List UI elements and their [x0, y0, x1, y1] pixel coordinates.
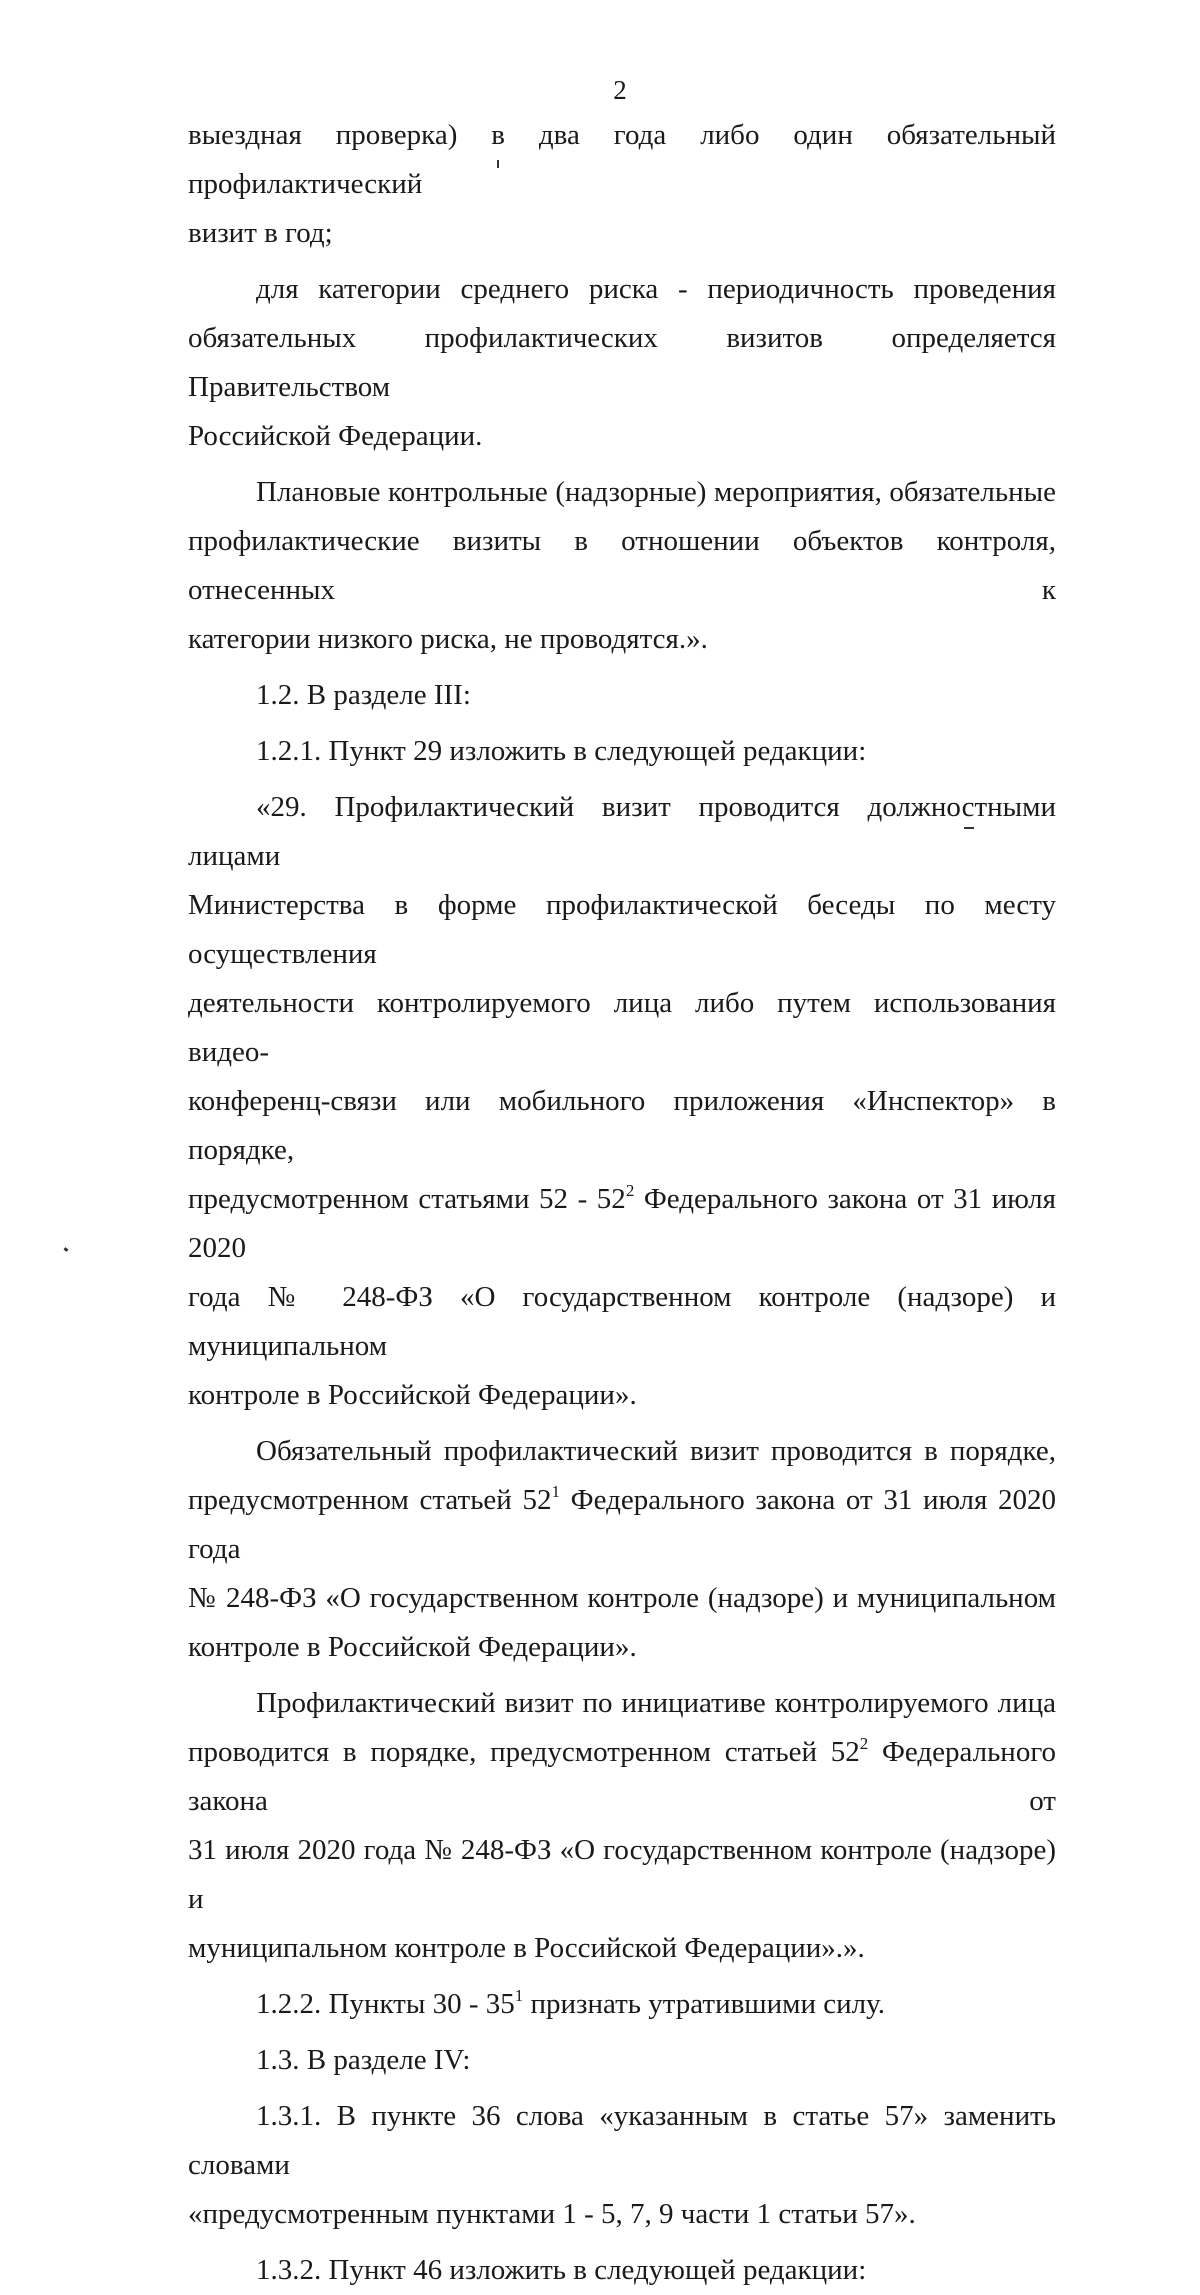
- p6-line-4: конференц-связи или мобильного приложения «Инспектор» в порядке,: [188, 1085, 1056, 1166]
- p6-line-5-text-b: Федерального закона от 31 июля 2020: [188, 1183, 1056, 1264]
- p6-line-3: деятельности контролируемого лица либо путем использования видео-: [188, 987, 1056, 1068]
- p7-line-2-superscript: 1: [551, 1482, 560, 1501]
- p7-line-3: № 248-ФЗ «О государственном контроле (надзоре) и муниципальном: [188, 1582, 1056, 1614]
- p6-line-2: Министерства в форме профилактической беседы по месту осуществления: [188, 889, 1056, 970]
- p6-line-7: контроле в Российской Федерации».: [188, 1379, 637, 1411]
- p8-line-3: 31 июля 2020 года № 248-ФЗ «О государственном контроле (надзоре) и: [188, 1834, 1056, 1915]
- p6-line-1: «29. Профилактический визит проводится должностными лицами: [188, 791, 1056, 872]
- p11-line-1: 1.3.1. В пункте 36 слова «указанным в статье 57» заменить словами: [188, 2100, 1056, 2181]
- p7-line-2-text-b: Федерального закона от 31 июля 2020 года: [188, 1484, 1056, 1565]
- p7-line-2-text-a: предусмотренном статьей 52: [188, 1484, 552, 1516]
- scan-mark: [64, 1247, 69, 1252]
- p9-text-a: 1.2.2. Пункты 30 - 35: [256, 1988, 515, 2020]
- p8-line-2-superscript: 2: [859, 1734, 869, 1753]
- p8-line-2-text-b: Федерального закона от: [188, 1736, 1056, 1817]
- p10-section-heading: 1.3. В разделе IV:: [256, 2044, 471, 2076]
- p3-line-2: профилактические визиты в отношении объектов контроля, отнесенных к: [188, 525, 1056, 606]
- p9-item: [188, 1980, 1056, 2029]
- p2-line-2: обязательных профилактических визитов определяется Правительством: [188, 322, 1056, 403]
- document-body: [188, 111, 1056, 2295]
- p6-line-5-superscript: 2: [625, 1181, 635, 1200]
- scan-mark: [964, 827, 974, 829]
- scan-mark: [497, 160, 499, 168]
- p8-line-1: Профилактический визит по инициативе контролируемого лица: [256, 1687, 1056, 1719]
- p2-line-1: для категории среднего риска - периодичность проведения: [256, 273, 1056, 305]
- p3-line-1: Плановые контрольные (надзорные) мероприятия, обязательные: [256, 476, 1056, 508]
- p3-line-3: категории низкого риска, не проводятся.».: [188, 623, 708, 655]
- p6-line-6: года № 248-ФЗ «О государственном контроле (надзоре) и муниципальном: [188, 1281, 1056, 1362]
- p5-item: 1.2.1. Пункт 29 изложить в следующей редакции:: [256, 735, 867, 767]
- p6-line-5: [188, 1175, 1056, 1273]
- p1-line-2: визит в год;: [188, 217, 333, 249]
- p4-section-heading: 1.2. В разделе III:: [256, 679, 471, 711]
- p1-line-1: выездная проверка) в два года либо один обязательный профилактический: [188, 119, 1056, 200]
- p9-text-b: признать утратившими силу.: [523, 1988, 885, 2020]
- p2-line-3: Российской Федерации.: [188, 420, 483, 452]
- p12-item: 1.3.2. Пункт 46 изложить в следующей редакции:: [256, 2254, 867, 2286]
- p8-line-4: муниципальном контроле в Российской Федерации».».: [188, 1932, 865, 1964]
- p7-line-1: Обязательный профилактический визит проводится в порядке,: [256, 1435, 1056, 1467]
- page-number: 2: [613, 75, 627, 105]
- p6-line-5-text-a: предусмотренном статьями 52 - 52: [188, 1183, 626, 1215]
- p7-line-2: [188, 1476, 1056, 1574]
- p9-superscript: 1: [514, 1986, 524, 2005]
- p8-line-2-text-a: проводится в порядке, предусмотренном статьей 52: [188, 1736, 860, 1768]
- p7-line-4: контроле в Российской Федерации».: [188, 1631, 637, 1663]
- p11-line-2: «предусмотренным пунктами 1 - 5, 7, 9 части 1 статьи 57».: [188, 2198, 916, 2230]
- p8-line-2: [188, 1728, 1056, 1826]
